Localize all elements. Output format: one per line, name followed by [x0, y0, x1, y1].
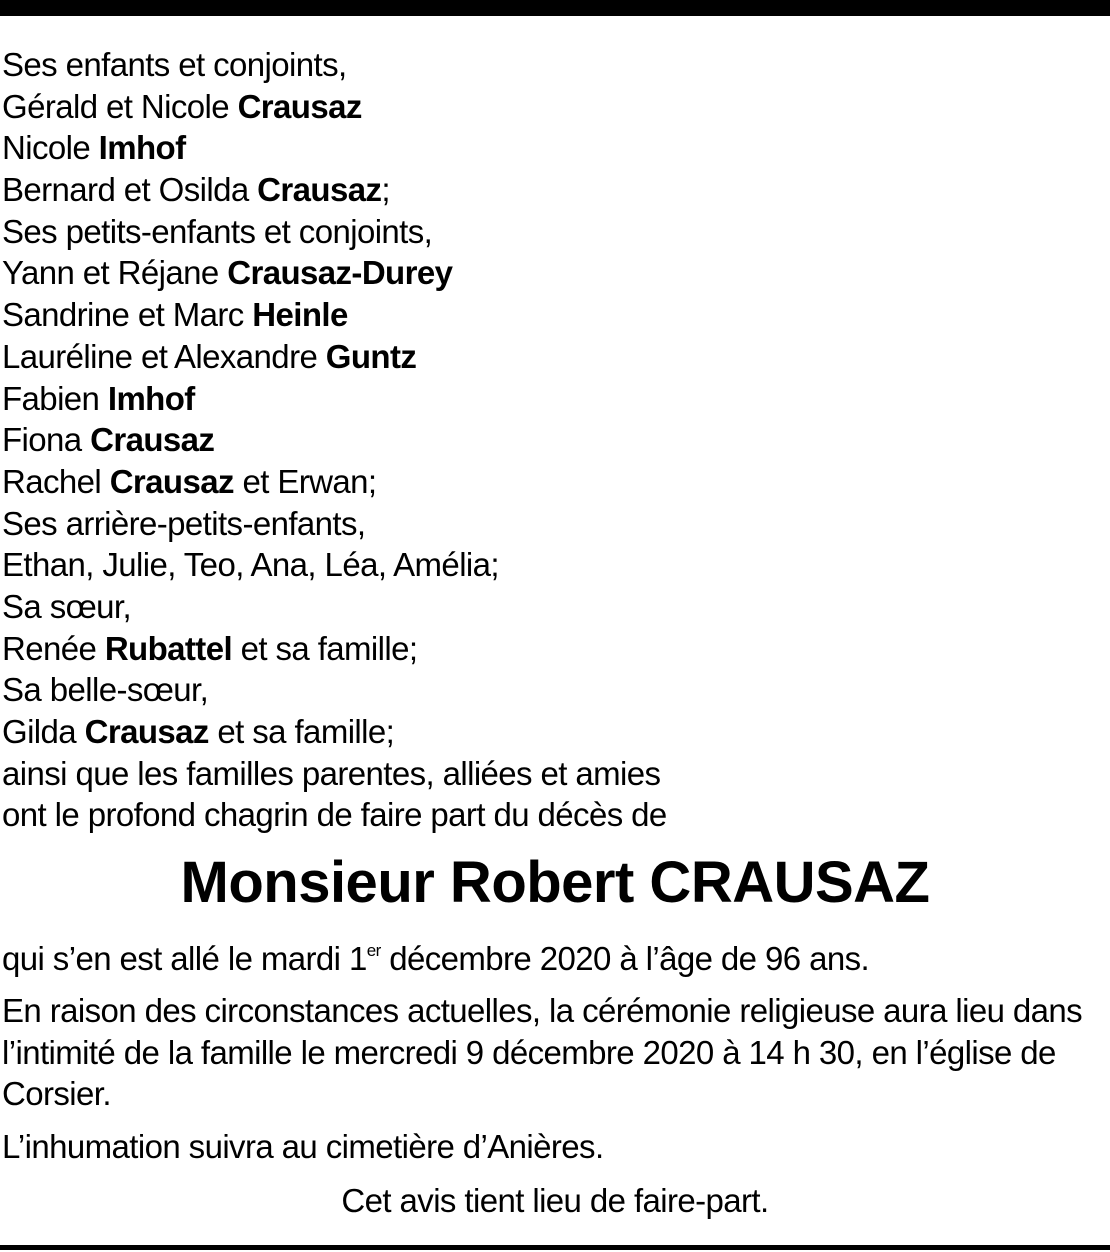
line-text: Sa sœur,	[2, 587, 132, 625]
deceased-name: Monsieur Robert CRAUSAZ	[180, 850, 930, 915]
line-text: Sa belle-sœur,	[2, 671, 209, 709]
surname: Guntz	[325, 337, 417, 375]
line-text: Gilda	[2, 713, 85, 750]
line-text: Lauréline et Alexandre	[2, 337, 326, 375]
surname: Crausaz	[109, 462, 234, 500]
family-line	[2, 544, 1102, 586]
line-text: ont le profond chagrin de faire part du décès de	[2, 796, 667, 834]
family-line	[2, 503, 1102, 545]
line-text: Nicole	[2, 129, 99, 167]
surname: Imhof	[98, 129, 186, 167]
death-notice-date: décembre 2020 à l’âge de 96 ans.	[380, 940, 870, 977]
ordinal-suffix: er	[366, 941, 381, 960]
family-line	[2, 169, 1102, 211]
line-text: Fabien	[2, 379, 108, 417]
line-text: ainsi que les familles parentes, alliées et amies	[2, 754, 661, 792]
line-text: Ses petits-enfants et conjoints,	[2, 212, 433, 250]
family-line	[2, 711, 1102, 753]
family-line	[2, 669, 1102, 711]
surname: Crausaz	[90, 421, 215, 459]
death-notice-text: qui s’en est allé le mardi 1	[2, 940, 367, 977]
family-line	[2, 252, 1102, 294]
surname: Crausaz	[84, 713, 209, 750]
line-suffix: et sa famille;	[232, 629, 418, 667]
line-text: Bernard et Osilda	[2, 171, 258, 209]
surname: Heinle	[252, 296, 348, 334]
ceremony-paragraph: En raison des circonstances actuelles, la cérémonie religieuse aura lieu dans l’intimité de la famille le mercredi 9 décembre 2020 à 14 h 30, en l’église de Corsier.	[2, 992, 1083, 1112]
surname: Imhof	[107, 379, 195, 417]
burial-paragraph: L’inhumation suivra au cimetière d’Anières.	[2, 1128, 604, 1165]
line-text: Sandrine et Marc	[2, 296, 253, 334]
family-line	[2, 753, 1102, 795]
family-line	[2, 44, 1102, 86]
family-line	[2, 419, 1102, 461]
surname: Crausaz	[257, 171, 382, 209]
line-suffix: et sa famille;	[208, 713, 395, 750]
family-line	[2, 294, 1102, 336]
closing-note: Cet avis tient lieu de faire-part.	[341, 1182, 769, 1219]
line-text: Rachel	[2, 462, 110, 500]
line-text: Yann et Réjane	[2, 254, 228, 292]
line-text: Ethan, Julie, Teo, Ana, Léa, Amélia;	[2, 546, 499, 584]
family-line	[2, 461, 1102, 503]
line-text: Gérald et Nicole	[2, 87, 238, 125]
surname: Crausaz	[237, 87, 362, 125]
line-text: Renée	[2, 629, 105, 667]
family-line	[2, 211, 1102, 253]
family-list	[2, 44, 1102, 836]
family-line	[2, 586, 1102, 628]
line-text: Fiona	[2, 421, 91, 459]
family-line	[2, 378, 1102, 420]
line-text: Ses arrière-petits-enfants,	[2, 504, 366, 542]
bottom-rule	[0, 1245, 1110, 1250]
surname: Rubattel	[104, 629, 233, 667]
line-text: Ses enfants et conjoints,	[2, 46, 347, 83]
family-line	[2, 127, 1102, 169]
line-suffix: ;	[381, 171, 390, 209]
line-suffix: et Erwan;	[233, 462, 377, 500]
death-notice	[2, 938, 1108, 980]
family-line	[2, 86, 1102, 128]
family-line	[2, 628, 1102, 670]
family-line	[2, 336, 1102, 378]
surname: Crausaz-Durey	[227, 254, 453, 292]
top-rule	[0, 0, 1110, 16]
family-line	[2, 794, 1102, 836]
